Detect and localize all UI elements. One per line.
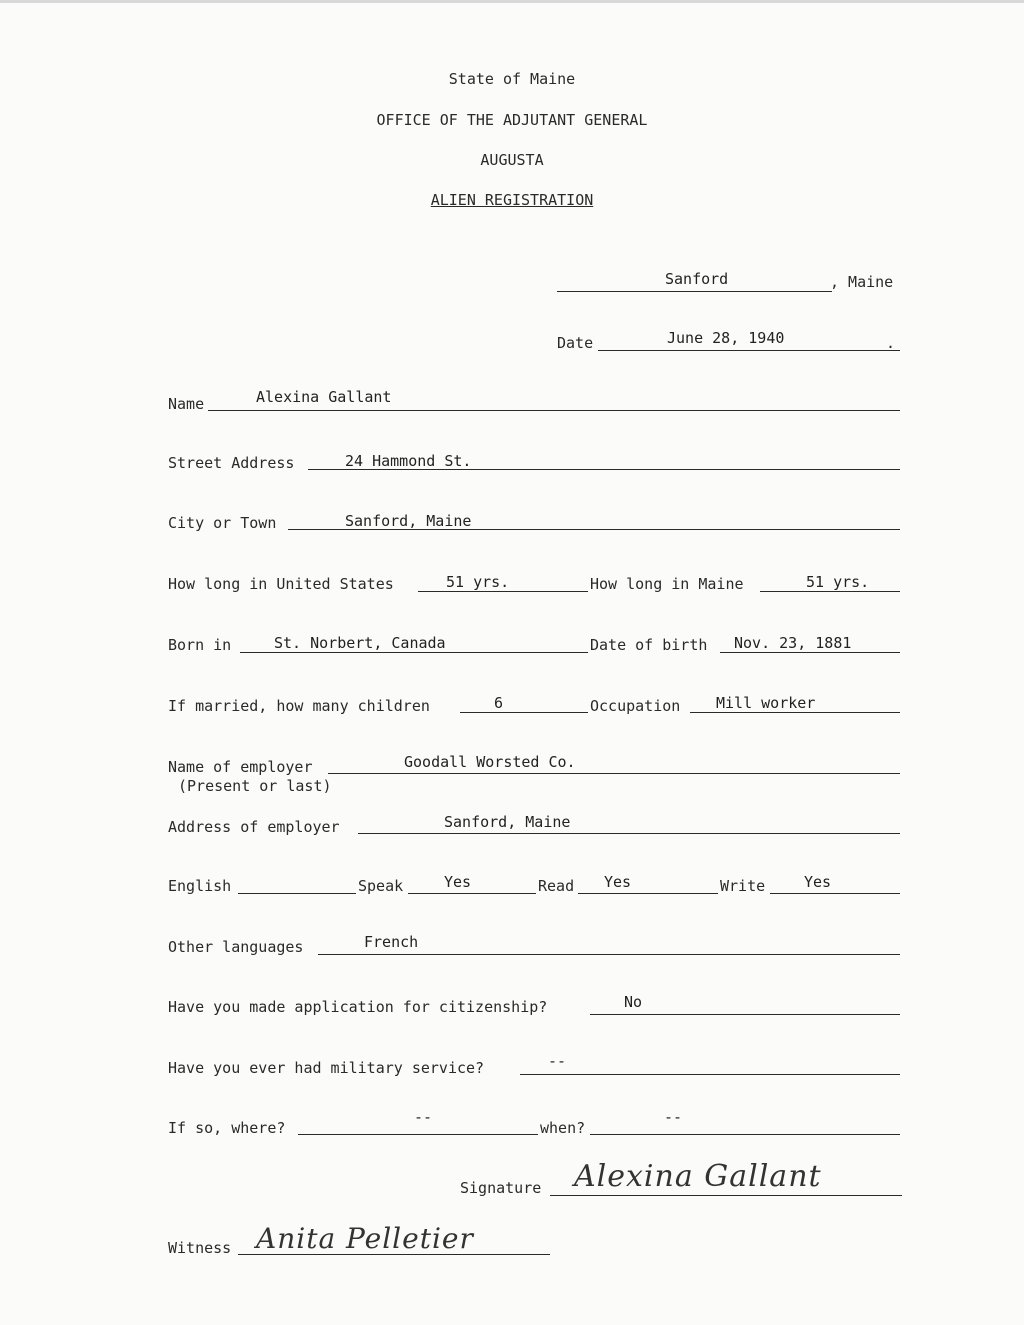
write-value: Yes <box>804 873 832 891</box>
how-long-maine-line <box>760 591 900 592</box>
citizenship-label: Have you made application for citizenship? <box>168 998 548 1016</box>
children-line <box>460 712 588 713</box>
city-heading: AUGUSTA <box>480 151 544 169</box>
occupation-value: Mill worker <box>716 694 816 712</box>
city-town-value: Sanford, Maine <box>345 512 472 530</box>
city-town-label: City or Town <box>168 514 277 532</box>
english-line <box>238 893 356 894</box>
where-line <box>298 1134 538 1135</box>
occupation-label: Occupation <box>590 697 681 715</box>
citizenship-value: No <box>624 993 643 1011</box>
employer-line <box>328 773 900 774</box>
speak-label: Speak <box>358 877 404 895</box>
where-label: If so, where? <box>168 1119 286 1137</box>
military-value: -- <box>548 1052 567 1070</box>
other-languages-label: Other languages <box>168 938 304 956</box>
speak-value: Yes <box>444 873 472 891</box>
street-value: 24 Hammond St. <box>345 452 472 470</box>
english-label: English <box>168 877 232 895</box>
scan-edge-mark <box>0 0 1024 3</box>
place-line <box>557 291 832 292</box>
read-label: Read <box>538 877 575 895</box>
name-value: Alexina Gallant <box>256 388 392 406</box>
born-in-value: St. Norbert, Canada <box>274 634 446 652</box>
when-label: when? <box>540 1119 586 1137</box>
how-long-us-value: 51 yrs. <box>446 573 510 591</box>
write-line <box>770 893 900 894</box>
employer-address-value: Sanford, Maine <box>444 813 571 831</box>
how-long-us-line <box>418 591 588 592</box>
date-of-birth-label: Date of birth <box>590 636 708 654</box>
speak-line <box>408 893 536 894</box>
citizenship-line <box>590 1014 900 1015</box>
occupation-line <box>690 712 900 713</box>
office-heading: OFFICE OF THE ADJUTANT GENERAL <box>376 111 648 129</box>
street-label: Street Address <box>168 454 295 472</box>
how-long-maine-value: 51 yrs. <box>806 573 870 591</box>
read-line <box>578 893 718 894</box>
form-title: ALIEN REGISTRATION <box>430 191 594 209</box>
place-suffix: , Maine <box>830 273 894 291</box>
how-long-maine-label: How long in Maine <box>590 575 744 593</box>
name-line <box>208 410 900 411</box>
other-languages-value: French <box>364 933 419 951</box>
date-line <box>598 350 900 351</box>
signature-label: Signature <box>460 1179 542 1197</box>
employer-address-label: Address of employer <box>168 818 340 836</box>
where-value: -- <box>414 1108 433 1126</box>
read-value: Yes <box>604 873 632 891</box>
when-value: -- <box>664 1108 683 1126</box>
witness-label: Witness <box>168 1239 232 1257</box>
witness-handwriting: Anita Pelletier <box>256 1222 474 1255</box>
born-in-line <box>240 652 588 653</box>
date-of-birth-value: Nov. 23, 1881 <box>734 634 852 652</box>
signature-handwriting: Alexina Gallant <box>574 1159 822 1194</box>
employer-value: Goodall Worsted Co. <box>404 753 576 771</box>
military-line <box>520 1074 900 1075</box>
state-heading: State of Maine <box>448 70 576 88</box>
born-in-label: Born in <box>168 636 232 654</box>
children-label: If married, how many children <box>168 697 430 715</box>
write-label: Write <box>720 877 766 895</box>
military-label: Have you ever had military service? <box>168 1059 485 1077</box>
signature-line <box>550 1195 902 1196</box>
when-line <box>590 1134 900 1135</box>
place-town-value: Sanford <box>665 270 729 288</box>
name-label: Name <box>168 395 205 413</box>
employer-label: Name of employer <box>168 758 313 776</box>
date-value: June 28, 1940 <box>667 329 785 347</box>
date-of-birth-line <box>720 652 900 653</box>
date-end: . <box>886 334 896 352</box>
how-long-us-label: How long in United States <box>168 575 394 593</box>
date-label: Date <box>557 334 594 352</box>
children-value: 6 <box>494 694 504 712</box>
employer-address-line <box>358 833 900 834</box>
employer-sublabel: (Present or last) <box>178 777 332 795</box>
other-languages-line <box>318 954 900 955</box>
